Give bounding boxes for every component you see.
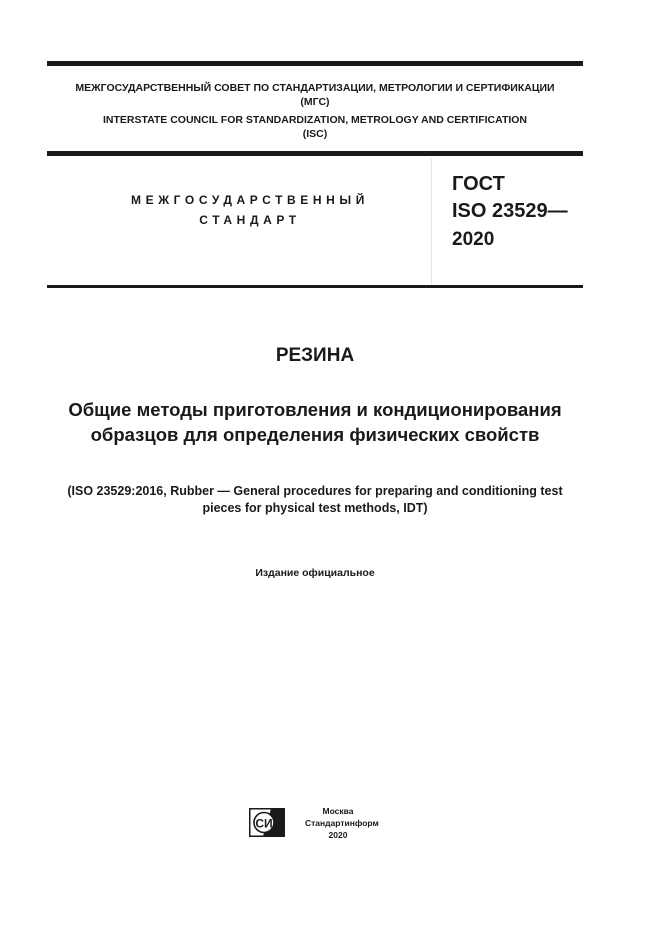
standartinform-logo-icon bbox=[249, 808, 285, 837]
document-title: РЕЗИНА bbox=[275, 345, 355, 366]
publisher-city: Москва bbox=[322, 806, 354, 816]
standard-type-line2: СТАНДАРТ bbox=[199, 213, 301, 227]
svg-text:СИ: СИ bbox=[255, 816, 273, 831]
council-abbr-ru: (МГС) bbox=[300, 96, 330, 108]
header-bottom-rule bbox=[47, 151, 583, 156]
publisher-year: 2020 bbox=[328, 830, 348, 840]
gost-label: ГОСТ bbox=[452, 173, 505, 195]
council-abbr-en: (ISC) bbox=[302, 128, 328, 140]
iso-reference-line2: pieces for physical test methods, IDT) bbox=[202, 501, 428, 515]
document-subtitle-line2: образцов для определения физических свойств bbox=[90, 424, 540, 445]
publisher-name: Стандартинформ bbox=[305, 818, 379, 828]
gost-year: 2020 bbox=[452, 229, 495, 250]
edition-label: Издание официальное bbox=[255, 567, 375, 579]
designation-divider bbox=[431, 158, 432, 285]
gost-number: ISO 23529— bbox=[452, 200, 568, 222]
top-rule bbox=[47, 61, 583, 66]
standard-type-line1: МЕЖГОСУДАРСТВЕННЫЙ bbox=[131, 193, 369, 207]
document-subtitle-line1: Общие методы приготовления и кондиционирования bbox=[68, 399, 562, 420]
iso-reference-line1: (ISO 23529:2016, Rubber — General procedures for preparing and conditioning test bbox=[67, 484, 563, 498]
designation-bottom-rule bbox=[47, 285, 583, 288]
council-name-ru: МЕЖГОСУДАРСТВЕННЫЙ СОВЕТ ПО СТАНДАРТИЗАЦИИ, МЕТРОЛОГИИ И СЕРТИФИКАЦИИ bbox=[75, 82, 555, 94]
council-name-en: INTERSTATE COUNCIL FOR STANDARDIZATION, METROLOGY AND CERTIFICATION bbox=[102, 114, 528, 126]
